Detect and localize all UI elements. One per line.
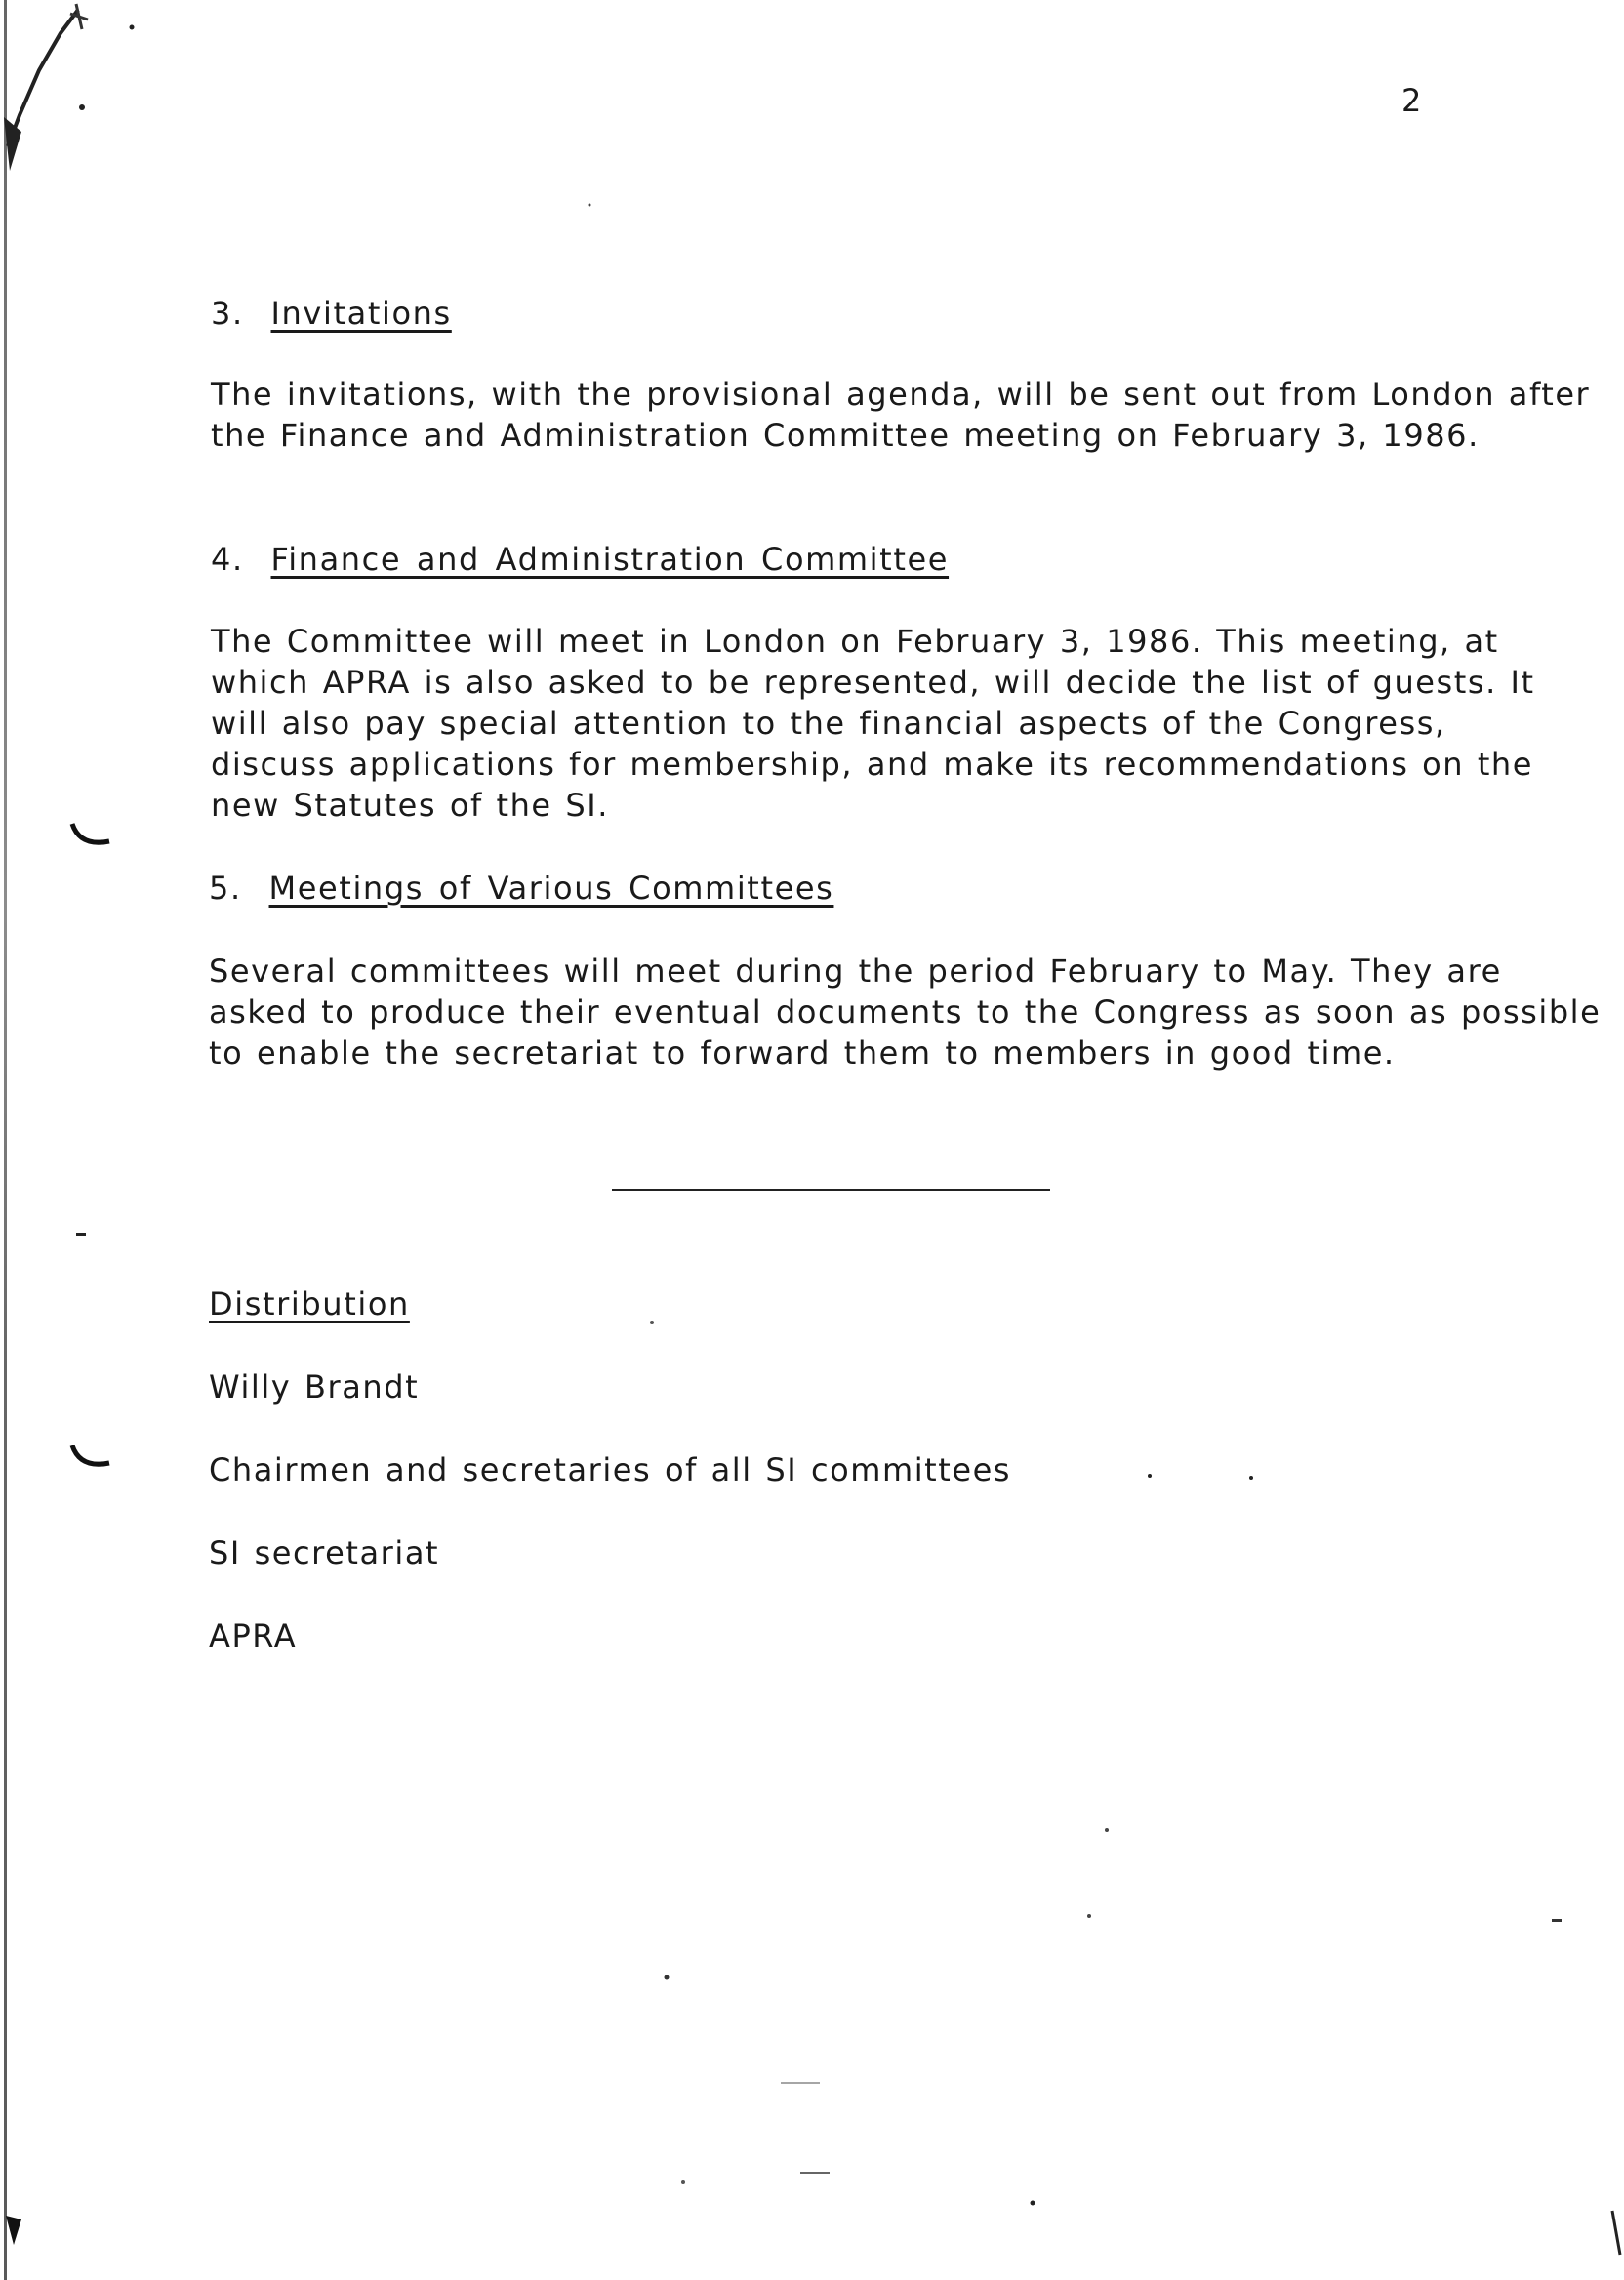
paragraph-line: The Committee will meet in London on February 3, 1986. This meeting, at xyxy=(211,623,1499,660)
distribution-item: Willy Brandt xyxy=(209,1368,420,1405)
paragraph-line: Several committees will meet during the period February to May. They are xyxy=(209,953,1502,990)
paragraph-line: the Finance and Administration Committee meeting on February 3, 1986. xyxy=(211,417,1480,454)
distribution-item: SI secretariat xyxy=(209,1534,440,1571)
paragraph-line: which APRA is also asked to be represented, will decide the list of guests. It xyxy=(211,664,1535,701)
distribution-item: Chairmen and secretaries of all SI committees xyxy=(209,1451,1012,1488)
paragraph-line: to enable the secretariat to forward them to members in good time. xyxy=(209,1035,1396,1072)
paragraph-line: new Statutes of the SI. xyxy=(211,787,609,824)
section-number: 4. xyxy=(211,541,244,578)
section-title: Meetings of Various Committees xyxy=(268,870,834,907)
page-number: 2 xyxy=(1401,82,1423,119)
section-title: Finance and Administration Committee xyxy=(270,541,950,578)
section-number: 5. xyxy=(209,870,242,907)
distribution-item: APRA xyxy=(209,1617,298,1654)
section-number: 3. xyxy=(211,295,244,332)
paragraph-line: will also pay special attention to the financial aspects of the Congress, xyxy=(211,705,1446,742)
paragraph-line: asked to produce their eventual documents to the Congress as soon as possible xyxy=(209,994,1602,1031)
distribution-label: Distribution xyxy=(209,1285,410,1323)
paragraph-line: The invitations, with the provisional agenda, will be sent out from London after xyxy=(211,376,1591,413)
paragraph-line: discuss applications for membership, and make its recommendations on the xyxy=(211,746,1534,783)
section-title: Invitations xyxy=(270,295,452,332)
